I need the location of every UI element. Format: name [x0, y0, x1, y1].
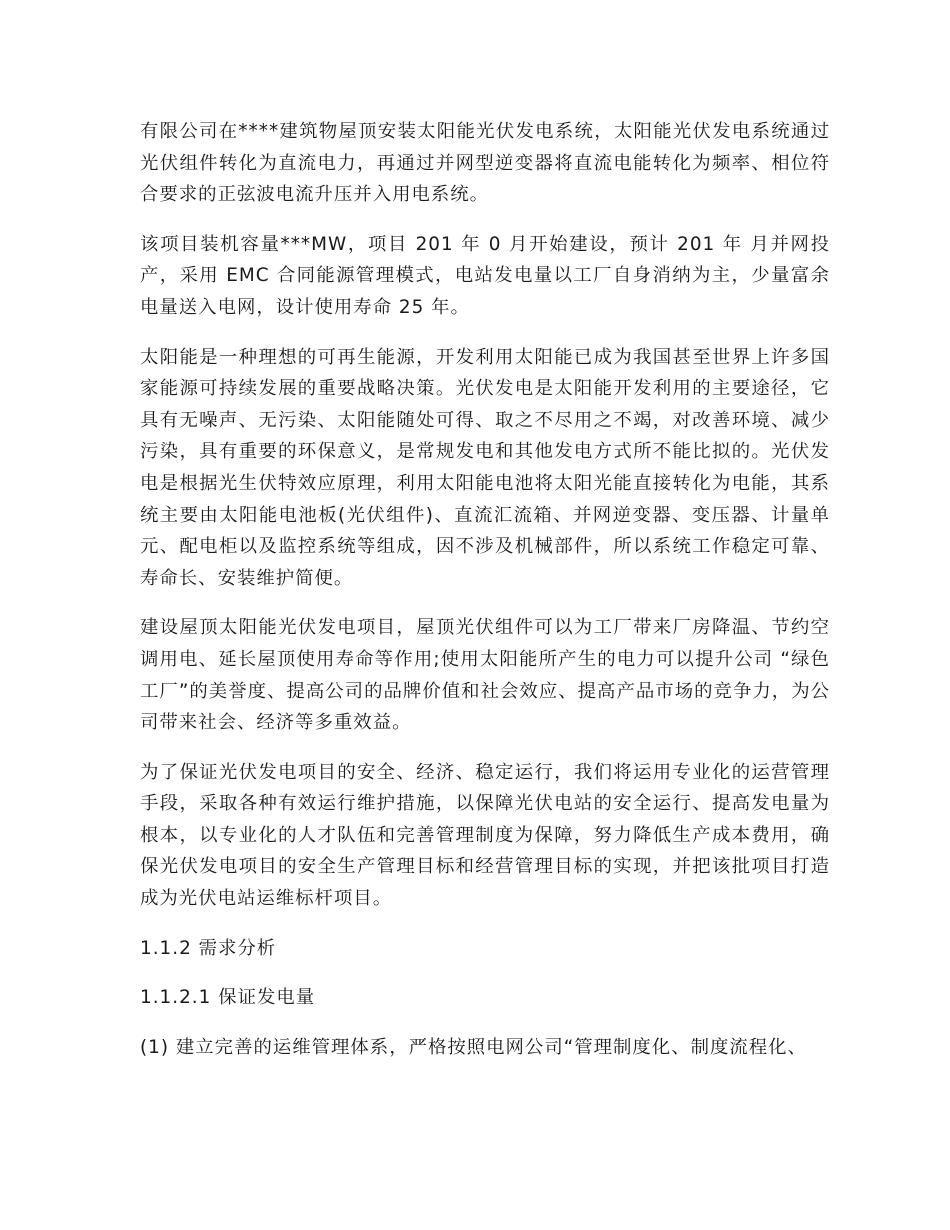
section-heading-requirements: 1.1.2 需求分析 — [140, 937, 277, 959]
paragraph-capacity: 该项目装机容量***MW，项目 201 年 0 月开始建设，预计 201 年 月并网投产，采用 EMC 合同能源管理模式，电站发电量以工厂自身消纳为主，少量富余电量送入电网，设计使用寿命 25 年。 — [140, 233, 830, 318]
paragraph-solar-energy: 太阳能是一种理想的可再生能源，开发利用太阳能已成为我国甚至世界上许多国家能源可持续发展的重要战略决策。光伏发电是太阳能开发利用的主要途径，它具有无噪声、无污染、太阳能随处可得、取之不尽用之不竭，对改善环境、减少污染，具有重要的环保意义，是常规发电和其他发电方式所不能比拟的。光伏发电是根据光生伏特效应原理，利用太阳能电池将太阳光能直接转化为电能，其系统主要由太阳能电池板(光伏组件)、直流汇流箱、并网逆变器、变压器、计量单元、配电柜以及监控系统等组成，因不涉及机械部件，所以系统工作稳定可靠、寿命长、安装维护简便。 — [140, 346, 830, 589]
paragraph-management-system: (1) 建立完善的运维管理体系，严格按照电网公司“管理制度化、制度流程化、 — [140, 1036, 807, 1058]
subsection-heading-generation: 1.1.2.1 保证发电量 — [140, 987, 316, 1009]
document-body — [140, 116, 830, 1081]
paragraph-rooftop-benefits: 建设屋顶太阳能光伏发电项目，屋顶光伏组件可以为工厂带来厂房降温、节约空调用电、延长屋顶使用寿命等作用;使用太阳能所产生的电力可以提升公司 “绿色工厂”的美誉度、提高公司的品牌价值和社会效应、提高产品市场的竞争力，为公司带来社会、经济等多重效益。 — [140, 617, 830, 734]
paragraph-project-intro: 有限公司在****建筑物屋顶安装太阳能光伏发电系统，太阳能光伏发电系统通过光伏组件转化为直流电力，再通过并网型逆变器将直流电能转化为频率、相位符合要求的正弦波电流升压并入用电系统。 — [140, 121, 830, 206]
paragraph-operation-goals: 为了保证光伏发电项目的安全、经济、稳定运行，我们将运用专业化的运营管理手段，采取各种有效运行维护措施，以保障光伏电站的安全运行、提高发电量为根本，以专业化的人才队伍和完善管理制度为保障，努力降低生产成本费用，确保光伏发电项目的安全生产管理目标和经营管理目标的实现，并把该批项目打造成为光伏电站运维标杆项目。 — [140, 761, 830, 910]
